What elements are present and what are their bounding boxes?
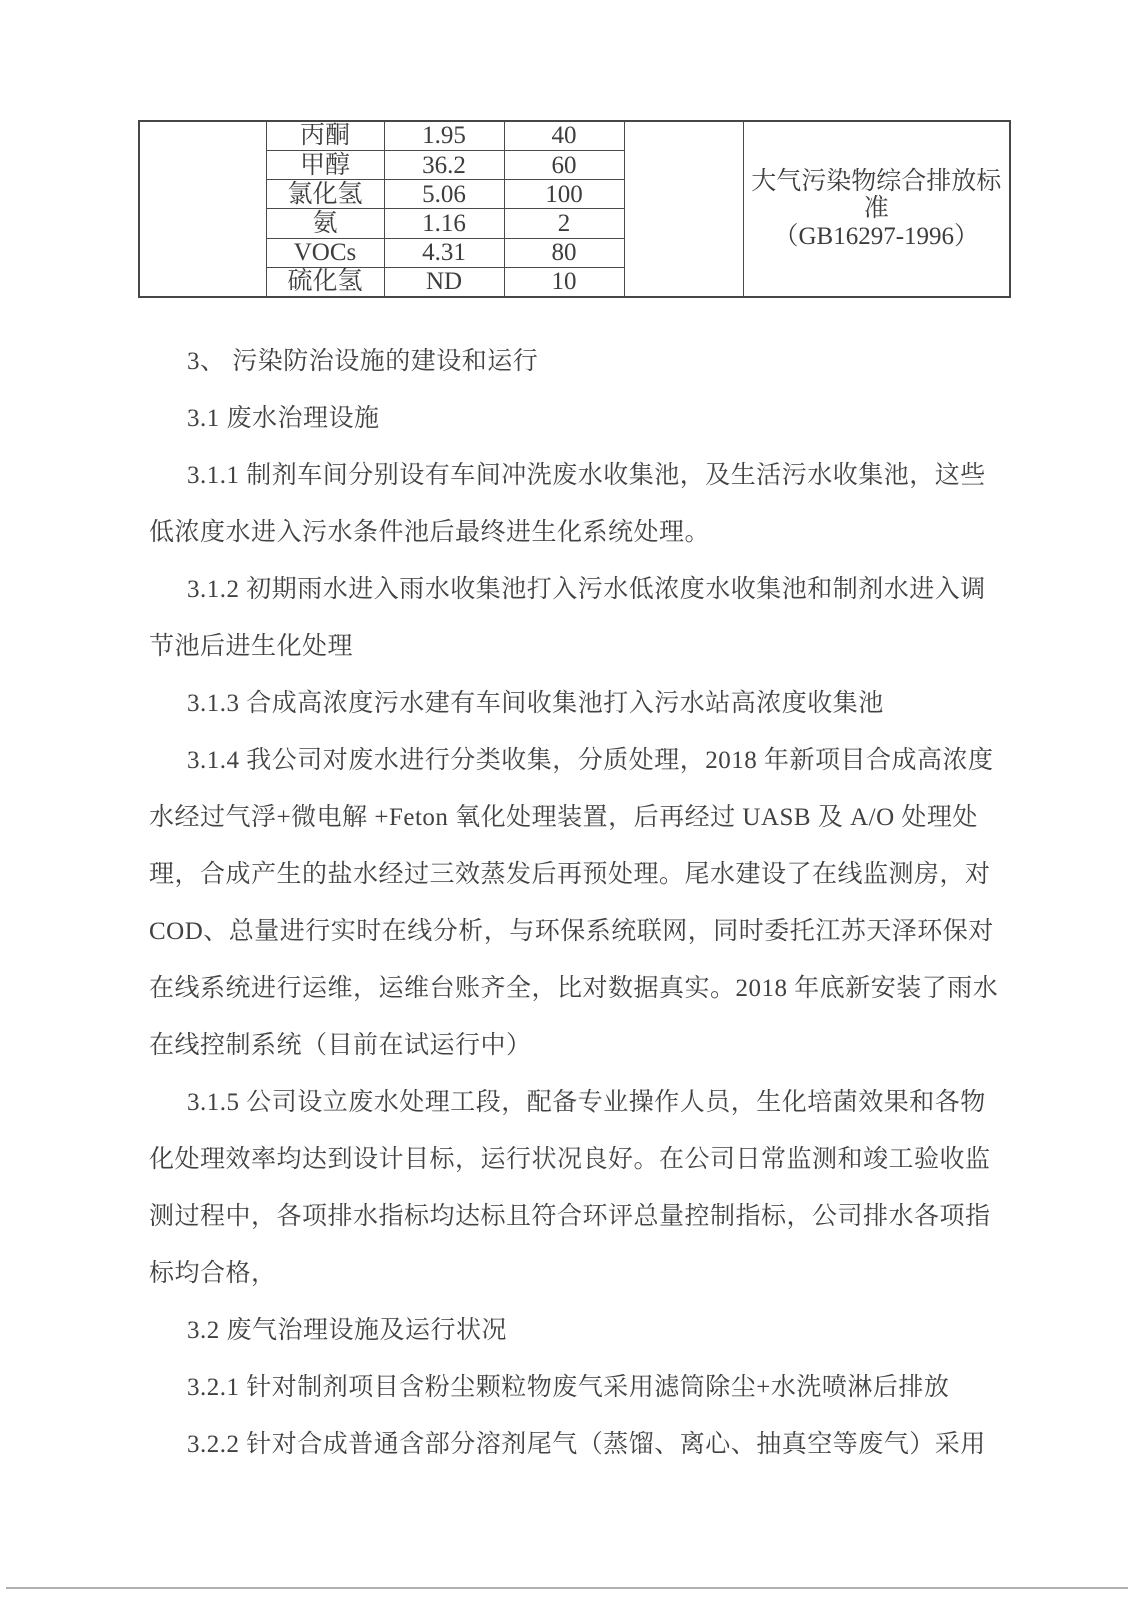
body-line: 理，合成产生的盐水经过三效蒸发后再预处理。尾水建设了在线监测房，对 — [149, 861, 991, 888]
body-line: 3.1.1 制剂车间分别设有车间冲洗废水收集池，及生活污水收集池，这些 — [187, 462, 986, 489]
table-cell-empty-left — [139, 121, 266, 297]
body-line: 在线系统进行运维，运维台账齐全，比对数据真实。2018 年底新安装了雨水 — [149, 975, 999, 1002]
pollutant-name-cell: 甲醇 — [266, 151, 384, 180]
body-line: COD、总量进行实时在线分析，与环保系统联网，同时委托江苏天泽环保对 — [149, 918, 994, 945]
pollutant-limit-cell: 2 — [504, 209, 624, 238]
pollutant-limit-cell: 60 — [504, 151, 624, 180]
pollutant-limit-cell: 80 — [504, 238, 624, 267]
page-bottom-edge-line — [6, 1587, 1128, 1589]
body-line: 3.2.2 针对合成普通含部分溶剂尾气（蒸馏、离心、抽真空等废气）采用 — [187, 1431, 986, 1458]
body-line: 3.1.4 我公司对废水进行分类收集，分质处理，2018 年新项目合成高浓度 — [187, 747, 994, 774]
subsection-heading: 3.1 废水治理设施 — [187, 405, 380, 432]
pollutant-name-cell: 硫化氢 — [266, 267, 384, 297]
body-text — [149, 333, 999, 1473]
pollutant-limit-cell: 40 — [504, 121, 624, 151]
body-line: 测过程中，各项排水指标均达标且符合环评总量控制指标，公司排水各项指 — [149, 1203, 991, 1230]
pollutant-table — [138, 120, 1011, 298]
pollutant-limit-cell: 100 — [504, 180, 624, 209]
pollutant-limit-cell: 10 — [504, 267, 624, 297]
pollutant-name-cell: 丙酮 — [266, 121, 384, 151]
pollutant-name-cell: VOCs — [266, 238, 384, 267]
section-heading: 3、 污染防治设施的建设和运行 — [187, 348, 539, 375]
pollutant-value-cell: 4.31 — [384, 238, 504, 267]
subsection-heading: 3.2 废气治理设施及运行状况 — [187, 1317, 508, 1344]
pollutant-value-cell: 1.95 — [384, 121, 504, 151]
standard-reference-cell — [743, 121, 1010, 297]
body-line: 水经过气浮+微电解 +Feton 氧化处理装置，后再经过 UASB 及 A/O 处理处 — [149, 804, 978, 831]
pollutant-name-cell: 氨 — [266, 209, 384, 238]
pollutant-value-cell: 36.2 — [384, 151, 504, 180]
body-line: 低浓度水进入污水条件池后最终进生化系统处理。 — [149, 519, 711, 546]
body-line: 标均合格， — [149, 1260, 277, 1287]
body-line: 3.1.2 初期雨水进入雨水收集池打入污水低浓度水收集池和制剂水进入调 — [187, 576, 986, 603]
body-line: 3.1.3 合成高浓度污水建有车间收集池打入污水站高浓度收集池 — [187, 690, 884, 717]
body-line: 化处理效率均达到设计目标，运行状况良好。在公司日常监测和竣工验收监 — [149, 1146, 991, 1173]
body-line: 节池后进生化处理 — [149, 633, 354, 660]
standard-name: 大气污染物综合排放标准 — [751, 167, 1002, 223]
table-cell-empty-middle — [624, 121, 743, 297]
body-line: 在线控制系统（目前在试运行中） — [149, 1032, 532, 1059]
body-line: 3.2.1 针对制剂项目含粉尘颗粒物废气采用滤筒除尘+水洗喷淋后排放 — [187, 1374, 950, 1401]
pollutant-value-cell: 5.06 — [384, 180, 504, 209]
body-line: 3.1.5 公司设立废水处理工段，配备专业操作人员，生化培菌效果和各物 — [187, 1089, 986, 1116]
table-row — [139, 121, 1010, 151]
pollutant-value-cell: ND — [384, 267, 504, 297]
pollutant-value-cell: 1.16 — [384, 209, 504, 238]
pollutant-name-cell: 氯化氢 — [266, 180, 384, 209]
standard-code: （GB16297-1996） — [773, 222, 980, 250]
